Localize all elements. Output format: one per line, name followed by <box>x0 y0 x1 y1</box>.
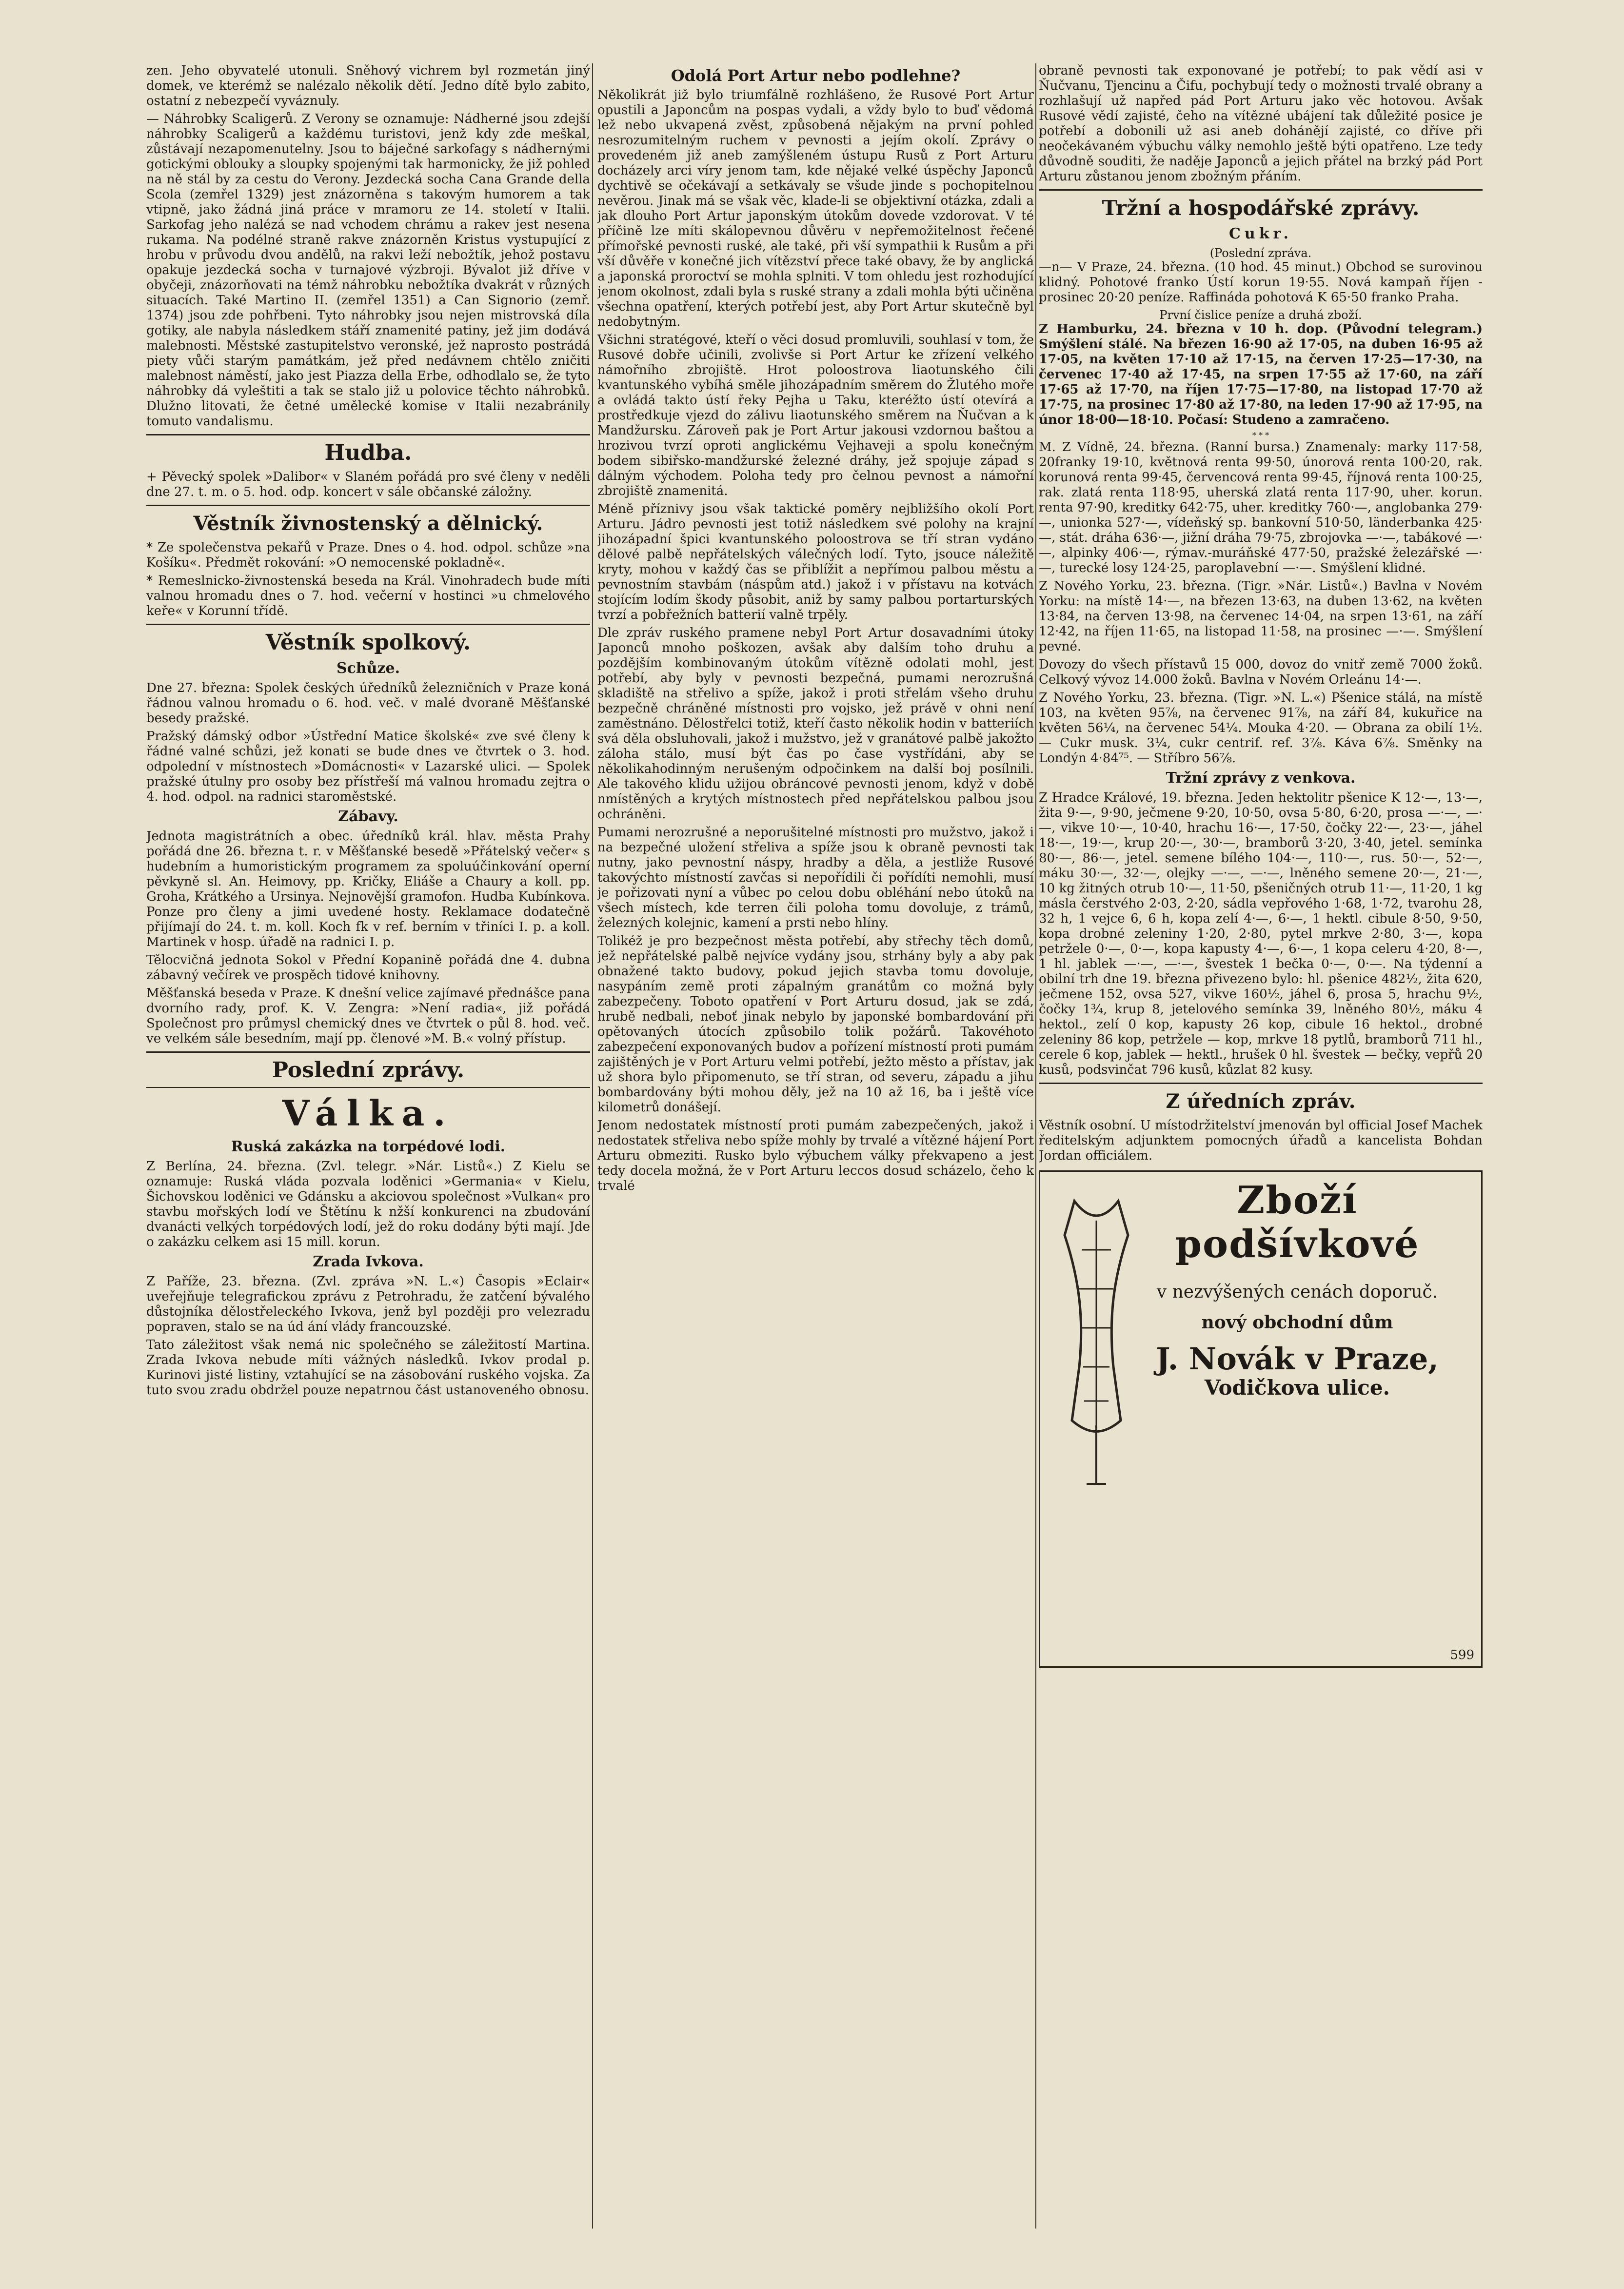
article-continuation: zen. Jeho obyvatelé utonuli. Sněhový vichrem byl rozmetán jiný domek, ve kterémž se nalézalo několik dětí. Jedno dítě bylo zabito, ostatní z nebezpečí vyváznuly. <box>146 63 590 108</box>
column-rule <box>592 63 593 2229</box>
ad-street: Vodičkova ulice. <box>1204 1376 1390 1400</box>
column-3 <box>1039 63 1483 2229</box>
entertainment-notice-3: Měšťanská beseda v Praze. K dnešní velice zajímavé přednášce pana dvorního rady, prof. K. V. Zengra: »Není radia«, již pořádá Společnost pro průmysl chemický dnes ve čtvrtek o půl 8. hod. več. ve velkém sále besedním, mají pp. členové »M. B.« volný přístup. <box>146 986 590 1046</box>
hradec-kralove-prices: Z Hradce Králové, 19. března. Jeden hektolitr pšenice K 12·—, 13·—, žita 9·—, 9·90, ječmene 9·20, 10·50, ovsa 5·80, 6·20, prosa —·—, —·—, vikve 10·—, 10·40, hrachu 16·—, 17·50, čočky 22·—, 23·—, jáhel 18·—, 19·—, krup 20·—, 30·—, bramborů 3·20, 3·40, jetel. semínka 80·—, 86·—, jetel. semene bílého 104·—, 110·—, rus. 50·—, 52·—, máku 30·—, 32·—, olejky —·—, —·—, lněného semene 20·—, 21·—, 10 kg žitných otrub 10·—, 11·50, pšeničných otrub 11·—, 11·20, 1 kg másla čerstvého 2·03, 2·20, sádla vepřového 1·68, 1·72, tvarohu 28, 32 h, 1 vejce 6, 6 h, kopa zelí 4·—, 6·—, 1 hektl. cibule 8·50, 9·50, kopa drobné zeleniny 1·20, 2·80, pytel mrkve 2·80, 3·—, kopa petržele 0·—, 0·—, kopa kapusty 4·—, 6·—, 1 kopa celeru 4·20, 8·—, 1 hl. jablek —·—, —·—, švestek 1 bečka 0·—, 0·—. Na týdenní a obilní trh dne 19. března přivezeno bylo: hl. pšenice 482½, žita 620, ječmene 152, ovsa 527, vikve 160½, jáhel 6, prosa 5, hrachu 9½, čočky 1¾, krup 8, jetelového semínka 39, lněného 80½, máku 4 hektol., zelí 0 kop, kapusty 26 kop, cibule 16 hektol., drobné zeleniny 86 kop, petržele — kop, mrkve 18 pytlů, bramborů 711 hl., cerele 6 kop, jablek — hektl., hrušek 0 hl. švestek — bečky, vepřů 20 kusů, podsvinčat 796 kusů, kůzlat 82 kusy. <box>1039 790 1483 1077</box>
heading-war: Válka. <box>282 1092 455 1134</box>
vienna-bourse: M. Z Vídně, 24. března. (Ranní bursa.) Znamenaly: marky 117·58, 20franky 19·10, květnová renta 99·50, únorová renta 100·20, rak. korunová renta 99·45, červencová renta 99·45, říjnová renta 100·25, rak. zlatá renta 118·95, uherská zlatá renta 117·90, uher. korun. renta 97·90, kreditky 642·75, uher. kreditky 760·—, anglobanka 279·—, unionka 527·—, vídeňský sp. bankovní 510·50, länderbanka 425·—, stát. dráha 636·—, jižní dráha 79·75, zbrojovka —·—, tabákové —·—, alpinky 406·—, rýmav.-muráňské 477·50, pražské železářské —·—, turecké losy 124·25, paroplavební —·—. Smýšlení klidné. <box>1039 440 1483 575</box>
entertainment-notice-1: Jednota magistrátních a obec. úředníků král. hlav. města Prahy pořádá dne 26. března t. r. v Měšťanské besedě »Přátelský večer« s hudebním a humoristickým programem za spoluúčinkování operní pěvkyně sl. An. Heimovy, pp. Kričky, Eliáše a Chaury a koll. pp. Groha, Krátkého a Ursinya. Nejnovější gramofon. Hudba Kubínkova. Ponze pro členy a jimi uvedené hosty. Reklamace dodatečně přijímají do 24. t. m. koll. Koch fk v ref. berním v třiníci I. p. a koll. Martinek v hosp. úřadě na radnici I. p. <box>146 829 590 949</box>
page-number: 599 <box>1450 1648 1474 1662</box>
divider <box>146 434 590 435</box>
column-1 <box>146 63 590 2229</box>
port-arthur-p5: Pumami nerozrušné a neporušitelné místnosti pro mužstvo, jakož i na bezpečné uložení střeliva a spíže jsou k obraně pevnosti tak nutny, jako pevnostní náspy, hradby a děla, a jestliže Rusové takovýchto místností zavčas si nepořídili či pořídíti nemohli, musí je pořizovati nyní a vůbec po celou dobu obléhání nebo útoků na všech místech, kde terren čili poloha tomu dovoluje, z trámů, železných kolejnic, kamení a prsti nebo hlíny. <box>597 825 1034 930</box>
sugar-note-latest: (Poslední zpráva. <box>1209 246 1312 260</box>
ivkov-article-1: Z Paříže, 23. března. (Zvl. zpráva »N. L.«) Časopis »Eclair« uveřejňuje telegrafickou zprávu z Petrohradu, že zatčení bývalého důstojníka dělostřeleckého Ivkova, jenž byl později pro velezradu popraven, stalo se na úd ání vlády francouzské. <box>146 1274 590 1334</box>
advertisement-box <box>1039 1170 1483 1668</box>
article-scaligeri: — Náhrobky Scaligerů. Z Verony se oznamuje: Nádherné jsou zdejší náhrobky Scaligerů a každému turistovi, jenž kdy zde meškal, zůstávají nezapomenutelny. Jsou to báječné sarkofagy s nádhernými gotickými oblouky a sloupky spojenými tak harmonicky, že již pohled na ně stál by za cestu do Verony. Jezdecká socha Cana Grande della Scola (zemřel 1329) jest znázorněna s takovým humorem a tak vtipně, jako žádná jiná práce v mramoru ze 14. století v Italii. Sarkofag jeho nalézá se nad vchodem chrámu a rakev jest nesena rukama. Na podélné straně rakve znázorněn Kristus vystupující z hrobu v průvodu dvou andělů, na rakvi leží nebožtík, jehož postavu opakuje jezdecká socha v turnajové výzbroji. Bývalot již dříve v obyčeji, znázorňovati na témž náhrobku nebožtíka dvakrát v různých situacích. Také Martino II. (zemřel 1351) a Can Signorio (zemř. 1374) jsou zde pohřbeni. Tyto náhrobky jsou nejen mistrovská díla gotiky, ale nabyla následkem stáří znamenité patiny, jež jim dodává malebnosti. Městské zastupitelstvo veronské, jež naprosto postrádá piety vůči starým památkám, jež před nedávnem chtělo zničiti malebnost náměstí, jako jest Piazza della Erbe, odhodlalo se, že tyto náhrobky dá vyleštiti a tak se stalo již u polovice těchto náhrobků. Dlužno litovati, že četné umělecké komise v Italii nezabránily tomuto vandalismu. <box>146 112 590 429</box>
subheading-ivkov-treason: Zrada Ivkova. <box>313 1253 424 1270</box>
column-2 <box>597 63 1034 2229</box>
music-notice: + Pěvecký spolek »Dalibor« v Slaném pořádá pro své členy v neděli dne 27. t. m. o 5. hod. odp. koncert v sále občanské záložny. <box>146 470 590 499</box>
divider <box>146 1051 590 1053</box>
newspaper-page <box>146 63 1483 2229</box>
subheading-entertainment: Zábavy. <box>338 808 398 825</box>
port-arthur-p7: Jenom nedostatek místností proti pumám zabezpečených, jakož i nedostatek střeliva nebo spíže mohly by trvalé a vítězné hájení Port Arturu obmeziti. Rusko bylo výbuchem války překvapeno a jest tedy docela možná, že v Port Arturu leccos dosud scházelo, čeho k trvalé <box>597 1118 1034 1193</box>
section-heading-associations: Věstník spolkový. <box>265 630 471 655</box>
official-appointments: Věstník osobní. U místodržitelství jmenován byl official Josef Machek ředitelským adjunktem pomocných úřadů a kancelista Bohdan Jordan officiálem. <box>1039 1118 1483 1163</box>
meeting-notice-1: Dne 27. března: Spolek českých úředníků železničních v Praze koná řádnou valnou hromadu o 6. hod. več. v malé dvoraně Měšťanské besedy pražské. <box>146 681 590 726</box>
article-title-port-arthur: Odolá Port Artur nebo podlehne? <box>671 66 961 85</box>
port-arthur-p4: Dle zpráv ruského pramene nebyl Port Artur dosavadními útoky Japonců mnoho poškozen, avšak aby dalším toho druhu a pozdějším kombinovaným útokům vítězně odolati mohl, jest potřebí, aby byly v pevnosti bezpečná, pumami nerozrušná skladiště na střelivo a spíže, jakož i proti střelám všeho druhu bezpečně chráněné místnosti pro vojsko, jež právě v ohni není zaměstnáno. Dělostřelci totiž, kteří často několik hodin v batteriích svá děla obsluhovali, jakož i mužstvo, jež v granátové palbě jakožto záloha stálo, musí být čas po čase vystřídáni, aby se několikahodinným nerušeným odpočinkem na další boj posílnili. Ale takového klidu užijou obráncové pevnosti jenom, když v době nmístěných a krytých místnostech před nepřátelskou palbou jsou ochráněni. <box>597 626 1034 822</box>
section-heading-trade: Věstník živnostenský a dělnický. <box>193 512 543 535</box>
new-york-cotton-imports: Dovozy do všech přístavů 15 000, dovoz do vnitř země 7000 žoků. Celkový vývoz 14.000 žoků. Bavlna v Novém Orleánu 14·—. <box>1039 657 1483 687</box>
ad-title: Zboží podšívkové <box>1175 1178 1420 1266</box>
divider <box>146 505 590 506</box>
subheading-torpedo-order: Ruská zakázka na torpédové lodi. <box>231 1138 506 1155</box>
section-heading-music: Hudba. <box>324 440 412 465</box>
sugar-prague: —n— V Praze, 24. března. (10 hod. 45 minut.) Obchod se surovinou klidný. Pohotové franko Ústí korun 19·55. Nová kampaň říjen - prosinec 20·20 peníze. Raffináda pohotová K 65·50 franko Praha. <box>1039 260 1483 305</box>
section-heading-official: Z úředních zpráv. <box>1166 1090 1356 1113</box>
ad-store-type: nový obchodní dům <box>1201 1312 1393 1333</box>
new-york-wheat: Z Nového Yorku, 23. března. (Tigr. »N. L.«) Pšenice stálá, na místě 103, na květen 95⅞, na červenec 91⅞, na září 84, kukuřice na květen 56¼, na červenec 54¼. Mouka 4·20. — Obrana za obilí 1½. — Cukr musk. 3¼, cukr centrif. ref. 3⅞. Káva 6⅞. Směnky na Londýn 4·84⁷⁵. — Stříbro 56⅞. <box>1039 691 1483 766</box>
subheading-sugar: Cukr. <box>1229 225 1292 242</box>
ad-brand: J. Novák v Praze, <box>1156 1341 1439 1377</box>
torpedo-order-article: Z Berlína, 24. března. (Zvl. telegr. »Nár. Listů«.) Z Kielu se oznamuje: Ruská vláda pozvala loděnici »Germania« v Kielu, Šichovskou loděnici ve Gdánsku a akciovou společnost »Vulkan« pro stavbu mořských lodí ve Štětínu k nžší konkurenci na zbudování dvanácti velkých torpédových lodí, jež do roku dodány býti mají. Jde o zakázku celkem asi 15 mill. korun. <box>146 1159 590 1249</box>
trade-notice-1: * Ze společenstva pekařů v Praze. Dnes o 4. hod. odpol. schůze »na Košíku«. Předmět rokování: »O nemocenské pokladně«. <box>146 540 590 570</box>
subheading-meetings: Schůze. <box>336 660 400 677</box>
port-arthur-p6: Tolikéž je pro bezpečnost města potřebí, aby střechy těch domů, jež nepřátelské palbě nejvíce vydány jsou, strhány byly a aby pak obnažené takto budovy, pokud jejich stavba tomu dovoluje, nasypáním země proti zápalným granátům co možná byly zabezpečeny. Toboto opatření v Port Arturu dosud, jak se zdá, hrubě nedbali, neboť jinak nebylo by japonské bombardování při opětovaných útocích způsobilo tolik požárů. Takovéhoto zabezpečení exponovaných budov a pořízení místností proti pumám zajištěných je v Port Arturu velmi potřebí, ježto město a přístav, jak už shora bylo připomenuto, se tří stran, od severu, západu a jihu bombardovány býti mohou děly, jež na 10 až 16, ba i ještě více kilometrů donášejí. <box>597 934 1034 1115</box>
sugar-note: První čislice peníze a druhá zboží. <box>1159 308 1362 322</box>
ivkov-article-2: Tato záležitost však nemá nic společného se záležitostí Martina. Zrada Ivkova nebude míti vážných následků. Ivkov prodal p. Kurinovi jisté listiny, vztahující se na zásobování ruského vojska. Za tuto svou zradu obdržel pouze nepatrnou část ustanoveného obnosu. <box>146 1338 590 1398</box>
meeting-notice-2: Pražský dámský odbor »Ústřední Matice školské« zve své členy k řádné valné schůzi, jež konati se bude dnes ve čtvrtek o 3. hod. odpolední v místnostech »Domácnosti« v Lazarské ulici. — Spolek pražské útulny pro osoby bez přístřeší má valnou hromadu zejtra o 4. hod. odpol. na radnici staroměstské. <box>146 729 590 804</box>
section-heading-latest-news: Poslední zprávy. <box>272 1058 465 1083</box>
sugar-hamburg: Z Hamburku, 24. března v 10 h. dop. (Původní telegram.) Smýšlení stálé. Na březen 16·90 až 17·05, na duben 16·95 až 17·05, na květen 17·10 až 17·15, na červen 17·25—17·30, na červenec 17·40 až 17·45, na srpen 17·55 až 17·60, na září 17·65 až 17·70, na říjen 17·75—17·80, na listopad 17·70 až 17·75, na prosinec 17·80 až 17·80, na leden 17·90 až 17·95, na únor 18·00—18·10. Počasí: Studeno a zamračeno. <box>1039 322 1483 427</box>
new-york-cotton: Z Nového Yorku, 23. března. (Tigr. »Nár. Listů«.) Bavlna v Novém Yorku: na místě 14·—, na březen 13·63, na duben 13·62, na květen 13·84, na červen 13·98, na červenec 14·04, na srpen 13·61, na září 12·42, na říjen 11·65, na listopad 11·58, na prosinec —·—. Smýšlení pevné. <box>1039 579 1483 654</box>
trade-notice-2: * Remeslnicko-živnostenská beseda na Král. Vinohradech bude míti valnou hromadu dnes o 7. hod. večerní v hostinci »u chmelového keře« v Korunní třídě. <box>146 573 590 618</box>
divider <box>1039 189 1483 191</box>
port-arthur-p2: Všichni stratégové, kteří o věci dosud promluvili, souhlasí v tom, že Rusové dobře učinili, zvolivše si Port Artur ke zřízení velkého námořního zbrojiště. Hrot poloostrova liaotunského čili kvantunského vybíhá směle jihozápadním směrem do Žlutého moře a ovládá takto ústí řeky Pejha u Taku, kteréžto ústí otevírá a prostředkuje vjezd do zálivu liaotunského směrem na Ňučvan a k Mandžursku. Zároveň pak je Port Artur jakousi vzdornou baštou a hrozivou tvrzí oproti anglickému Vejhaveji a spolu konečným bodem sibiřsko-mandžurské železné dráhy, jež spojuje západ s dálným východem. Poloha tedy pro čelnou pevnost a námořní zbrojiště znamenitá. <box>597 333 1034 498</box>
divider <box>1039 1083 1483 1084</box>
divider <box>146 624 590 625</box>
section-heading-markets: Tržní a hospodářské zprávy. <box>1102 196 1420 220</box>
subheading-country-markets: Tržní zprávy z venkova. <box>1166 770 1356 787</box>
separator-stars: * * * <box>1252 431 1269 440</box>
entertainment-notice-2: Tělocvičná jednota Sokol v Přední Kopanině pořádá dne 4. dubna zábavný večírek ve prospěch tidové knihovny. <box>146 953 590 983</box>
corset-illustration-icon <box>1055 1191 1138 1494</box>
port-arthur-p3: Méně příznivy jsou však taktické poměry nejbližšího okolí Port Arturu. Jádro pevnosti jest totiž následkem své polohy na krajní jihozápadní špici kvantunského poloostrova se tří stran vydáno dělové palbě nepřátelských válečných lodí. Tyto, jsouce náležitě kryty, mohou v každý čas se přiblížit a nepřímou palbou městu a pevnostním stavbám (náspům atd.) jakož i v přístavu na kotvách stojícím lodím škody působit, aniž by samy palbou portarturských tvrzí a pobřežních batterií valně trpěly. <box>597 502 1034 622</box>
column-rule <box>1035 63 1036 2229</box>
divider <box>146 1087 590 1088</box>
ad-tagline: v nezvýšených cenách doporuč. <box>1156 1282 1438 1302</box>
port-arthur-p1: Několikrát již bylo triumfálně rozhlášeno, že Rusové Port Artur opustili a Japoncům na pospas vydali, a vždy bylo to buď vědomá lež nebo ukvapená zvěst, způsobená nějakým na první pohled nesrozumitelným ruchem v pevnosti a jejím okolí. Zprávy o provedeném již aneb zamýšleném ústupu Rusů z Port Arturu docházely arci víry jenom tam, kde nějaké velké úspěchy Japonců dychtivě se očekávají a setkávaly se všude jinde s pochopitelnou nevěrou. Jinak má se však věc, klade-li se objektivní otázka, zdali a jak dlouho Port Artur japonským útokům dovede vzdorovat. V té příčině lze míti skálopevnou důvěru v nepřemožitelnost řečené přímořské pevnosti ruské, ale také, při vší sympathii k Rusům a při vší důvěře v konečné jich vítězství přece také obavy, že by anglická a japonská proroctví se mohla splniti. V tom ohledu jest rozhodující jenom okolnost, zdali byla s ruské strany a zdali mohla býti učiněna všechna opatření, kterých potřebí jest, aby Port Artur skutečně byl nedobytným. <box>597 88 1034 329</box>
port-arthur-continuation: obraně pevnosti tak exponované je potřebí; to pak vědí asi v Ňučvanu, Tjencinu a Čifu, pochybují tedy o možnosti trvalé obrany a rozhlašují už napřed pád Port Arturu jako věc hotovou. Avšak Rusové vědí zajisté, čeho na vítězné ubájení tak důležité posice je potřebí a dobonili už asi aneb dohánějí zajisté, co dříve při neočekávaném výbuchu války nemohlo ještě býti opatřeno. Lze tedy důvodně souditi, že naděje Japonců a jejich přátel na brzký pád Port Arturu zůstanou jenom zbožným přáním. <box>1039 63 1483 184</box>
